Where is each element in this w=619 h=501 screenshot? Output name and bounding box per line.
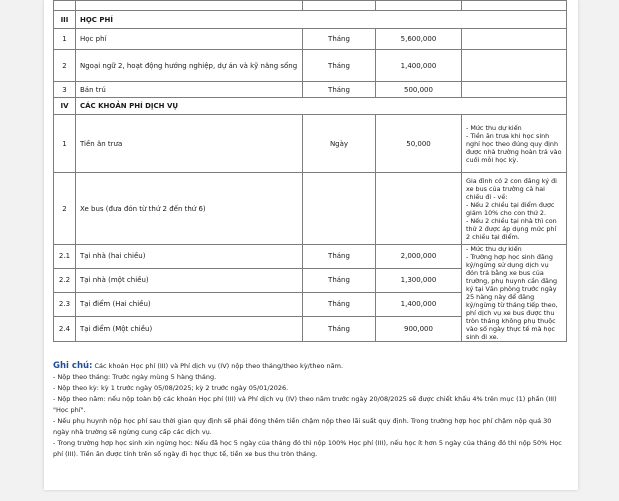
row-stt: 2.3 — [54, 292, 76, 316]
section-title: HỌC PHÍ — [76, 11, 567, 29]
row-price: 500,000 — [376, 82, 462, 98]
row-price: 1,300,000 — [376, 268, 462, 292]
row-price: 50,000 — [376, 115, 462, 173]
row-stt: 3 — [54, 82, 76, 98]
row-price: 2,000,000 — [376, 245, 462, 269]
row-stt: 1 — [54, 115, 76, 173]
note-line: - Nộp theo năm: nếu nộp toàn bộ các khoản Học phí (III) và Phí dịch vụ (IV) theo năm trước ngày 20/08/2025 sẽ được chiết khấu 4% trên mục (1) phần (III) "Học phí". — [53, 395, 557, 414]
row-unit: Tháng — [303, 50, 376, 82]
row-unit: Tháng — [303, 245, 376, 269]
fee-table — [53, 0, 567, 342]
row-content: Tại nhà (hai chiều) — [76, 245, 303, 269]
row-price: 1,400,000 — [376, 50, 462, 82]
row-unit: Tháng — [303, 268, 376, 292]
section-header-dich-vu — [54, 98, 567, 115]
notes-intro: Các khoản Học phí (III) và Phí dịch vụ (IV) nộp theo tháng/theo kỳ/theo năm. — [92, 362, 344, 370]
row-note — [462, 29, 567, 50]
row-note — [462, 50, 567, 82]
row-unit: Ngày — [303, 115, 376, 173]
note-line: - Nộp theo kỳ: kỳ 1 trước ngày 05/08/2025; kỳ 2 trước ngày 05/01/2026. — [53, 384, 289, 392]
row-content: Tại điểm (Một chiều) — [76, 316, 303, 341]
row-unit — [303, 173, 376, 245]
table-row-cutoff — [54, 1, 567, 11]
row-note: - Mức thu dự kiến - Tiền ăn trưa khi học sinh nghỉ học theo đúng quy định được nhà trường hoàn trả vào cuối mỗi học kỳ. — [462, 115, 567, 173]
row-content: Tại nhà (một chiều) — [76, 268, 303, 292]
row-note: Gia đình có 2 con đăng ký đi xe bus của trường cả hai chiều đi - về: - Nếu 2 chiều tại điểm được giảm 10% cho con thứ 2. - Nếu 2 chiều tại nhà thì con thứ 2 được áp dụng mức phí 2 chiều tại điểm. — [462, 173, 567, 245]
row-content: Học phí — [76, 29, 303, 50]
row-stt: 1 — [54, 29, 76, 50]
table-row — [54, 173, 567, 245]
row-stt: 2.1 — [54, 245, 76, 269]
row-stt: 2.4 — [54, 316, 76, 341]
row-stt: 2 — [54, 173, 76, 245]
notes-title: Ghi chú: — [53, 361, 93, 371]
note-line: - Nếu phụ huynh nộp học phí sau thời gian quy định sẽ phải đóng thêm tiền chậm nộp theo lãi suất quy định. Trong trường hợp học phí chậm nộp quá 30 ngày nhà trường sẽ ngừng cung cấp các dịch vụ. — [53, 417, 552, 436]
table-row — [54, 82, 567, 98]
section-title: CÁC KHOẢN PHÍ DỊCH VỤ — [76, 98, 567, 115]
row-unit: Tháng — [303, 292, 376, 316]
row-unit: Tháng — [303, 82, 376, 98]
row-stt: 2.2 — [54, 268, 76, 292]
note-line: - Trong trường hợp học sinh xin ngừng học: Nếu đã học 5 ngày của tháng đó thì nộp 100% Học phí (III), nếu học ít hơn 5 ngày của tháng đó thì nộp 50% Học phí (III). Tiền ăn được tính trên số ngày đi học thực tế, tiền xe bus thu tròn tháng. — [53, 439, 562, 458]
row-price: 900,000 — [376, 316, 462, 341]
table-row — [54, 29, 567, 50]
note-line: - Nộp theo tháng: Trước ngày mùng 5 hàng tháng. — [53, 373, 217, 381]
table-row — [54, 115, 567, 173]
section-header-hoc-phi — [54, 11, 567, 29]
row-content: Xe bus (đưa đón từ thứ 2 đến thứ 6) — [76, 173, 303, 245]
row-content: Tiền ăn trưa — [76, 115, 303, 173]
row-price — [376, 173, 462, 245]
bus-sub-note: - Mức thu dự kiến - Trường hợp học sinh đăng ký/ngừng sử dụng dịch vụ đón trả bằng xe bus của trường, phụ huynh cần đăng ký tại Văn phòng trước ngày 25 hàng này để đăng ký/ngừng từ tháng tiếp theo, phí dịch vụ xe bus được thu tròn tháng không phụ thuộc vào số ngày thực tế mà học sinh đi xe. — [462, 245, 567, 342]
notes-heading — [53, 361, 569, 372]
row-content: Bán trú — [76, 82, 303, 98]
table-row — [54, 50, 567, 82]
row-price: 5,600,000 — [376, 29, 462, 50]
notes-block — [53, 361, 569, 460]
row-content: Tại điểm (Hai chiều) — [76, 292, 303, 316]
section-roman: III — [54, 11, 76, 29]
table-row — [54, 245, 567, 269]
row-unit: Tháng — [303, 316, 376, 341]
row-price: 1,400,000 — [376, 292, 462, 316]
row-note — [462, 82, 567, 98]
row-stt: 2 — [54, 50, 76, 82]
row-content: Ngoại ngữ 2, hoạt động hướng nghiệp, dự án và kỹ năng sống — [76, 50, 303, 82]
document-page — [44, 0, 578, 490]
section-roman: IV — [54, 98, 76, 115]
row-unit: Tháng — [303, 29, 376, 50]
